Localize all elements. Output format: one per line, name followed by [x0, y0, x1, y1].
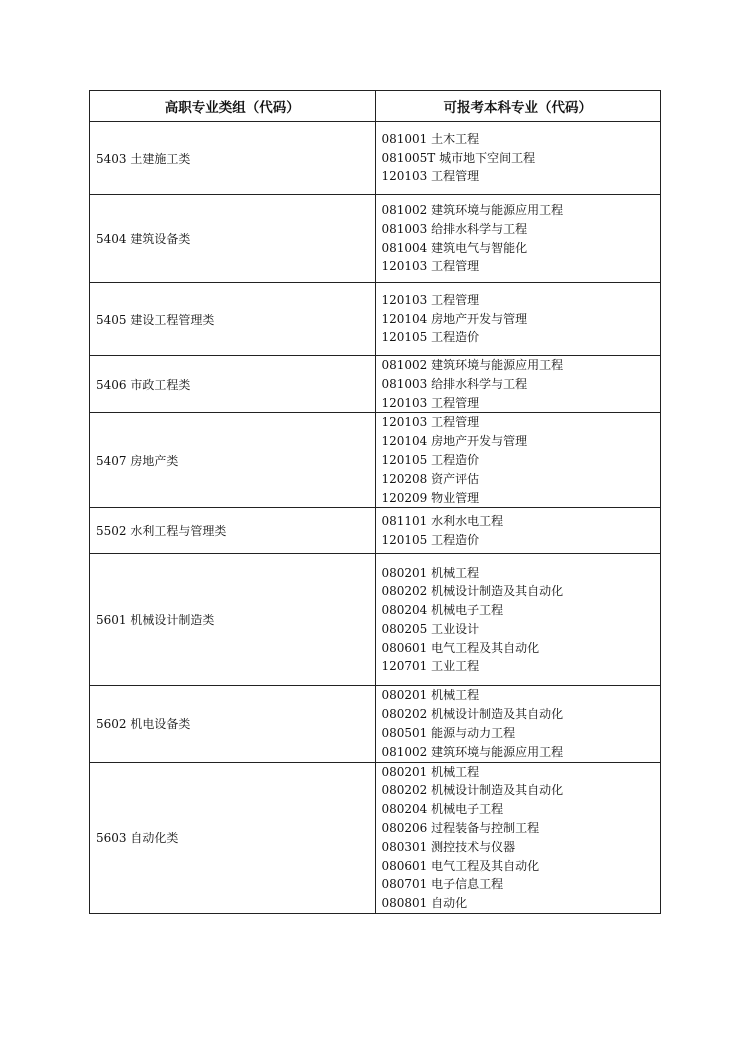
majors-cell	[375, 413, 661, 508]
major-item: 080201 机械工程	[381, 565, 480, 580]
major-item: 080201 机械工程	[381, 688, 480, 703]
majors-cell	[375, 508, 661, 554]
major-item: 080801 自动化	[381, 896, 468, 911]
majors-cell	[375, 195, 661, 283]
major-item: 081004 建筑电气与智能化	[381, 240, 528, 255]
major-item: 081101 水利水电工程	[381, 514, 504, 529]
major-item: 120105 工程造价	[381, 452, 480, 467]
majors-cell	[375, 686, 661, 762]
major-item: 081003 给排水科学与工程	[381, 376, 528, 391]
table-row	[90, 195, 661, 283]
table-row	[90, 762, 661, 913]
major-item: 080301 测控技术与仪器	[381, 839, 516, 854]
major-item: 080201 机械工程	[381, 764, 480, 779]
table-row	[90, 413, 661, 508]
group-cell: 5603 自动化类	[90, 762, 376, 913]
majors-cell	[375, 283, 661, 356]
table-row	[90, 686, 661, 762]
header-majors: 可报考本科专业（代码）	[375, 91, 661, 122]
major-item: 081003 给排水科学与工程	[381, 221, 528, 236]
major-item: 120103 工程管理	[381, 169, 480, 184]
group-cell: 5502 水利工程与管理类	[90, 508, 376, 554]
group-cell: 5406 市政工程类	[90, 356, 376, 413]
table-row	[90, 508, 661, 554]
major-item: 120209 物业管理	[381, 490, 480, 505]
table-row	[90, 554, 661, 686]
major-item: 080601 电气工程及其自动化	[381, 640, 540, 655]
majors-cell	[375, 554, 661, 686]
major-item: 081002 建筑环境与能源应用工程	[381, 202, 564, 217]
group-cell: 5405 建设工程管理类	[90, 283, 376, 356]
major-item: 120103 工程管理	[381, 292, 480, 307]
major-item: 120104 房地产开发与管理	[381, 434, 528, 449]
major-item: 081002 建筑环境与能源应用工程	[381, 358, 564, 372]
major-item: 120105 工程造价	[381, 532, 480, 547]
table-row	[90, 283, 661, 356]
table-row	[90, 122, 661, 195]
major-item: 120208 资产评估	[381, 471, 480, 486]
table-header-row	[90, 91, 661, 122]
major-item: 080501 能源与动力工程	[381, 725, 516, 740]
group-cell: 5407 房地产类	[90, 413, 376, 508]
major-item: 080205 工业设计	[381, 621, 480, 636]
major-item: 120701 工业工程	[381, 659, 480, 674]
major-item: 120104 房地产开发与管理	[381, 311, 528, 326]
majors-cell	[375, 762, 661, 913]
major-table	[89, 90, 661, 914]
group-cell: 5602 机电设备类	[90, 686, 376, 762]
major-item: 080204 机械电子工程	[381, 802, 504, 817]
header-group: 高职专业类组（代码）	[90, 91, 376, 122]
table-row	[90, 356, 661, 413]
majors-cell	[375, 122, 661, 195]
major-item: 081001 土木工程	[381, 131, 480, 146]
major-item: 080206 过程装备与控制工程	[381, 820, 540, 835]
major-item: 120103 工程管理	[381, 415, 480, 430]
major-item: 120103 工程管理	[381, 259, 480, 274]
major-item: 081002 建筑环境与能源应用工程	[381, 744, 564, 759]
table-body	[90, 122, 661, 914]
group-cell: 5403 土建施工类	[90, 122, 376, 195]
major-item: 080204 机械电子工程	[381, 603, 504, 618]
majors-cell	[375, 356, 661, 413]
major-item: 120105 工程造价	[381, 330, 480, 345]
major-item: 080202 机械设计制造及其自动化	[381, 584, 564, 599]
major-item: 080202 机械设计制造及其自动化	[381, 707, 564, 722]
major-item: 080202 机械设计制造及其自动化	[381, 783, 564, 798]
major-item: 080601 电气工程及其自动化	[381, 858, 540, 873]
group-cell: 5601 机械设计制造类	[90, 554, 376, 686]
major-item: 081005T 城市地下空间工程	[381, 150, 536, 165]
group-cell: 5404 建筑设备类	[90, 195, 376, 283]
major-item: 080701 电子信息工程	[381, 877, 504, 892]
major-item: 120103 工程管理	[381, 395, 480, 410]
